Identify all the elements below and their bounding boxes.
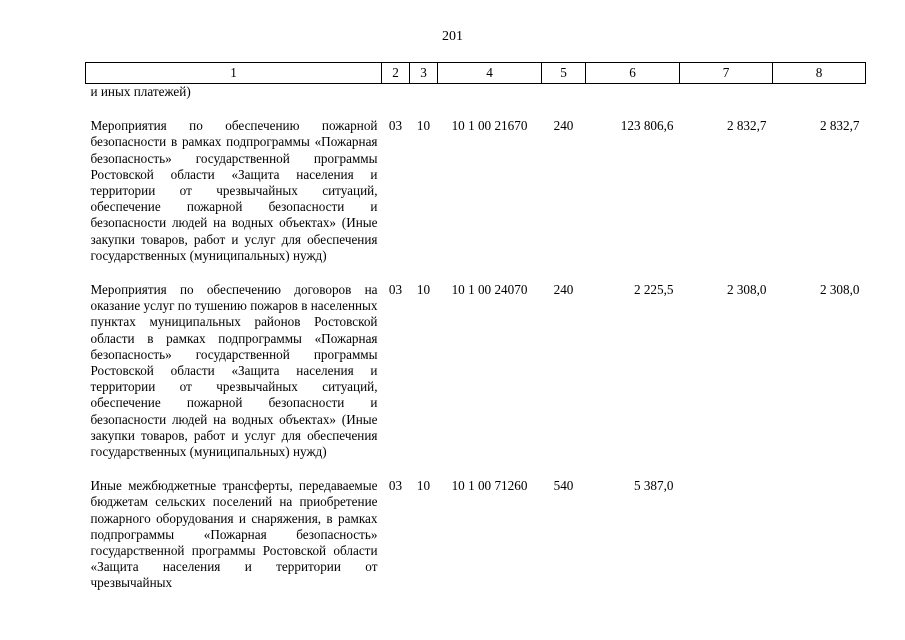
row-target-article: 10 1 00 21670 bbox=[451, 118, 528, 134]
row-description: Иные межбюджетные трансферты, передаваемые бюджетам сельских поселений на приобретение пожарного оборудования и снаряжения, в рамках подпрограммы «Пожарная безопасность» государственной программы Ростовской области «Защита населения и территории от чрезвычайных bbox=[90, 478, 378, 591]
table-row bbox=[86, 264, 866, 460]
row-subsection: 10 bbox=[416, 282, 431, 298]
row-amount-year-2 bbox=[680, 460, 773, 591]
row-description: Мероприятия по обеспечению пожарной безопасности в рамках подпрограммы «Пожарная безопасность» государственной программы Ростовской области «Защита населения и территории от чрезвычайных ситуаций, обеспечение пожарной безопасности и безопасности людей на водных объектах» (Иные закупки товаров, работ и услуг для обеспечения государственных (муниципальных) нужд) bbox=[90, 118, 378, 263]
header-row bbox=[86, 63, 866, 84]
header-col-6: 6 bbox=[586, 63, 680, 84]
budget-table bbox=[85, 62, 866, 592]
row-amount-year-3 bbox=[773, 460, 866, 591]
row-subsection: 10 bbox=[416, 118, 431, 134]
header-col-5: 5 bbox=[542, 63, 586, 84]
table-row bbox=[86, 84, 866, 101]
row-section: 03 bbox=[388, 282, 403, 298]
row-amount-year-3: 2 308,0 bbox=[819, 282, 860, 298]
row-amount-year-3 bbox=[773, 84, 866, 101]
table-body bbox=[86, 84, 866, 592]
row-expense-type: 240 bbox=[553, 282, 574, 298]
row-section: 03 bbox=[388, 118, 403, 134]
header-col-2: 2 bbox=[382, 63, 410, 84]
row-amount-year-2: 2 308,0 bbox=[726, 282, 767, 298]
row-expense-type: 540 bbox=[553, 478, 574, 494]
header-col-1: 1 bbox=[86, 63, 382, 84]
row-expense-type bbox=[542, 84, 586, 101]
table-header bbox=[86, 63, 866, 84]
row-subsection: 10 bbox=[416, 478, 431, 494]
row-amount-year-2 bbox=[680, 84, 773, 101]
row-target-article: 10 1 00 71260 bbox=[451, 478, 528, 494]
row-amount-year-1 bbox=[586, 84, 680, 101]
row-section: 03 bbox=[388, 478, 403, 494]
header-col-4: 4 bbox=[438, 63, 542, 84]
row-description: и иных платежей) bbox=[90, 84, 191, 99]
header-col-3: 3 bbox=[410, 63, 438, 84]
table-row bbox=[86, 100, 866, 264]
table-row bbox=[86, 460, 866, 591]
row-expense-type: 240 bbox=[553, 118, 574, 134]
row-amount-year-1: 5 387,0 bbox=[633, 478, 674, 494]
page-number: 201 bbox=[442, 29, 463, 44]
header-col-7: 7 bbox=[680, 63, 773, 84]
row-amount-year-1: 123 806,6 bbox=[620, 118, 674, 134]
row-amount-year-1: 2 225,5 bbox=[633, 282, 674, 298]
row-target-article bbox=[438, 84, 542, 101]
row-section bbox=[382, 84, 410, 101]
header-col-8: 8 bbox=[773, 63, 866, 84]
row-amount-year-3: 2 832,7 bbox=[819, 118, 860, 134]
row-target-article: 10 1 00 24070 bbox=[451, 282, 528, 298]
row-subsection bbox=[410, 84, 438, 101]
row-amount-year-2: 2 832,7 bbox=[726, 118, 767, 134]
row-description: Мероприятия по обеспечению договоров на оказание услуг по тушению пожаров в населенных пунктах муниципальных районов Ростовской области в рамках подпрограммы «Пожарная безопасность» государственной программы Ростовской области «Защита населения и территории от чрезвычайных ситуаций, обеспечение пожарной безопасности и безопасности людей на водных объектах» (Иные закупки товаров, работ и услуг для обеспечения государственных (муниципальных) нужд) bbox=[90, 282, 378, 460]
